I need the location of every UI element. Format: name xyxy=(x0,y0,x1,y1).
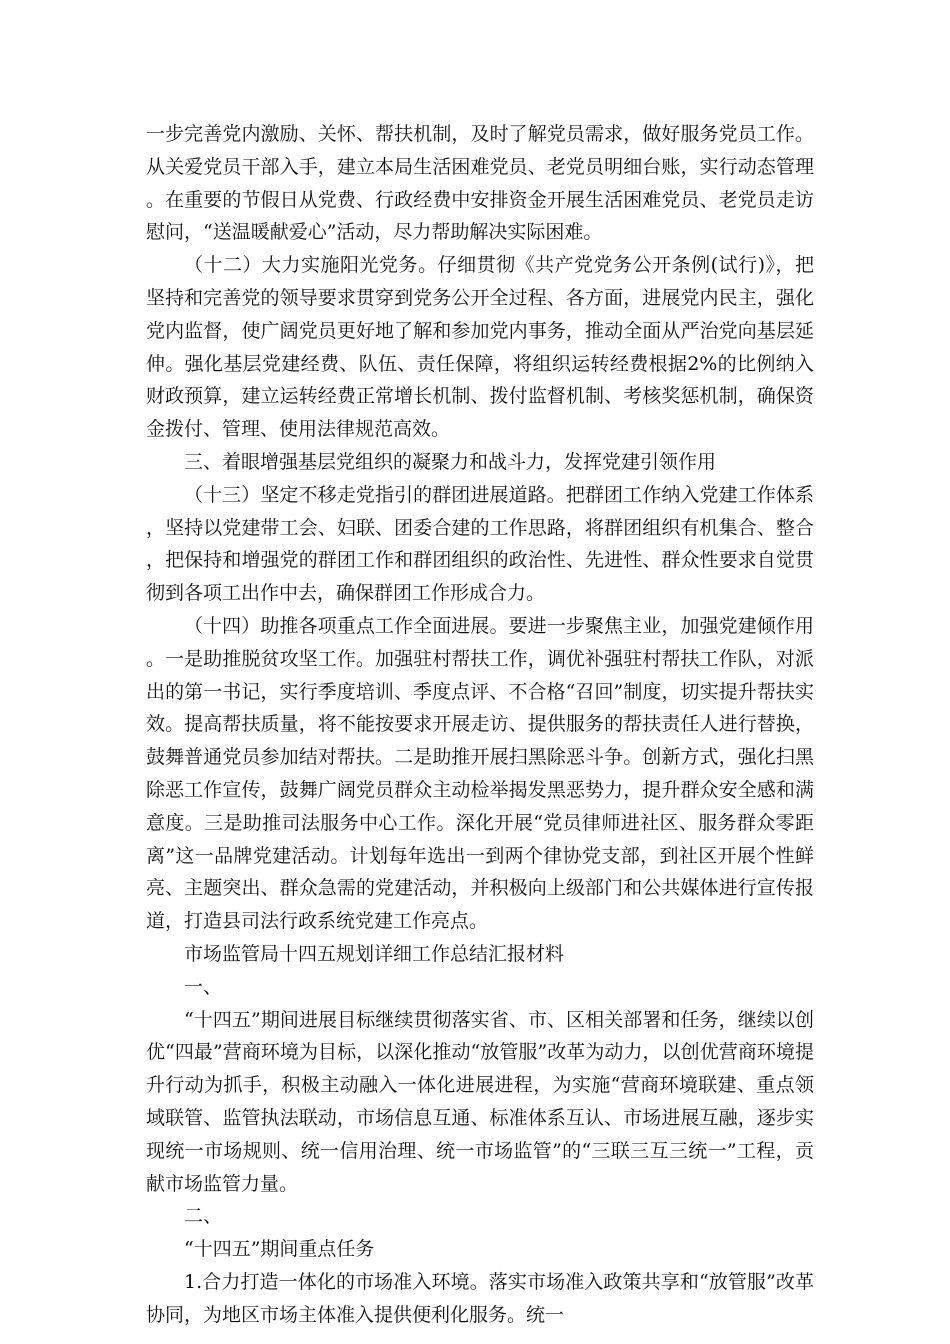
body-paragraph-1: 一步完善党内激励、关怀、帮扶机制，及时了解党员需求，做好服务党员工作。从关爱党员干部入手，建立本局生活困难党员、老党员明细台账，实行动态管理。在重要的节假日从党费、行政经费中安排资金开展生活困难党员、老党员走访慰问，“送温暖献爱心”活动，尽力帮助解决实际困难。 xyxy=(146,123,814,244)
heading-two: 二、 xyxy=(184,1205,223,1228)
key-tasks-heading: “十四五”期间重点任务 xyxy=(184,1238,375,1261)
heading-section-three: 三、着眼增强基层党组织的凝聚力和战斗力，发挥党建引领作用 xyxy=(184,450,717,473)
task-1-paragraph: 1.合力打造一体化的市场准入环境。落实市场准入政策共享和“放管服”改革协同，为地区市场主体准入提供便利化服务。统一 xyxy=(146,1270,814,1326)
heading-one: 一、 xyxy=(184,975,223,998)
document-page xyxy=(146,118,814,1331)
section-14-paragraph: （十四）助推各项重点工作全面进展。要进一步聚焦主业，加强党建倾作用。一是助推脱贫攻坚工作。加强驻村帮扶工作，调优补强驻村帮扶工作队，对派出的第一书记，实行季度培训、季度点评、不合格“召回”制度，切实提升帮扶实效。提高帮扶质量，将不能按要求开展走访、提供服务的帮扶责任人进行替换，鼓舞普通党员参加结对帮扶。二是助推开展扫黑除恶斗争。创新方式，强化扫黑除恶工作宣传，鼓舞广阔党员群众主动检举揭发黑恶势力，提升群众安全感和满意度。三是助推司法服务中心工作。深化开展“党员律师进社区、服务群众零距离”这一品牌党建活动。计划每年选出一到两个律协党支部，到社区开展个性鲜亮、主题突出、群众急需的党建活动，并积极向上级部门和公共媒体进行宣传报道，打造县司法行政系统党建工作亮点。 xyxy=(146,614,814,933)
section-12-paragraph: （十二）大力实施阳光党务。仔细贯彻《共产党党务公开条例(试行)》，把坚持和完善党的领导要求贯穿到党务公开全过程、各方面，进展党内民主，强化党内监督，使广阔党员更好地了解和参加党内事务，推动全面从严治党向基层延伸。强化基层党建经费、队伍、责任保障，将组织运转经费根据2%的比例纳入财政预算，建立运转经费正常增长机制、拨付监督机制、考核奖惩机制，确保资金拨付、管理、使用法律规范高效。 xyxy=(146,254,814,441)
goals-paragraph: “十四五”期间进展目标继续贯彻落实省、市、区相关部署和任务，继续以创优“四最”营商环境为目标，以深化推动“放管服”改革为动力，以创优营商环境提升行动为抓手，积极主动融入一体化进展进程，为实施“营商环境联建、重点领域联管、监管执法联动，市场信息互通、标准体系互认、市场进展互融，逐步实现统一市场规则、统一信用治理、统一市场监管”的“三联三互三统一”工程，贡献市场监管力量。 xyxy=(146,1008,814,1195)
section-13-paragraph: （十三）坚定不移走党指引的群团进展道路。把群团工作纳入党建工作体系，坚持以党建带工会、妇联、团委合建的工作思路，将群团组织有机集合、整合，把保持和增强党的群团工作和群团组织的政治性、先进性、群众性要求自觉贯彻到各项工出作中去，确保群团工作形成合力。 xyxy=(146,483,814,605)
document-title: 市场监管局十四五规划详细工作总结汇报材料 xyxy=(184,942,565,965)
